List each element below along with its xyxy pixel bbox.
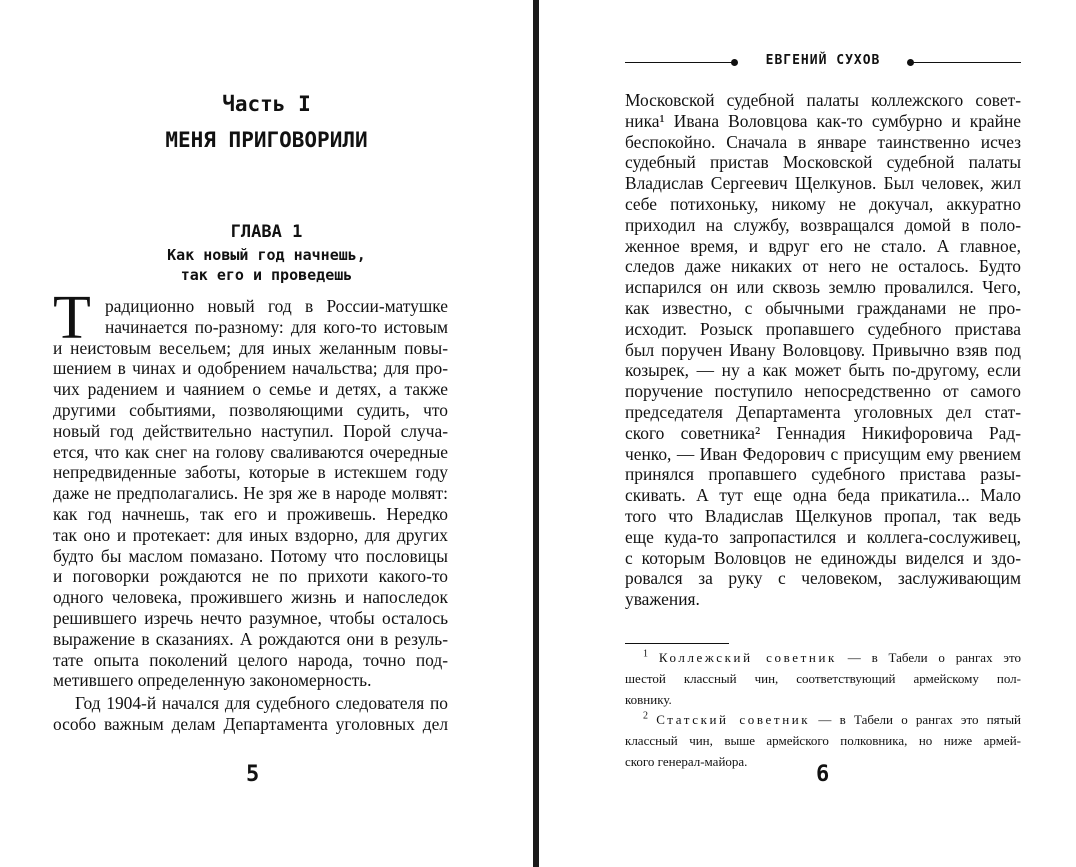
chapter-subtitle-line-1: Как новый год начнешь,	[167, 246, 366, 264]
body-line: уважения.	[625, 589, 700, 610]
body-line: поручение поступило непосредственно от самого	[625, 381, 1021, 402]
footnote-line: шестой классный чин, соответствующий армейскому пол-	[625, 670, 1021, 686]
body-line: будто бы маслом помазано. Потому что пословицы	[53, 545, 448, 566]
body-line: ровался за руку с человеком, заслуживающим	[625, 568, 1021, 589]
body-line: непредвиденные заботы, которые в истекшем году	[53, 462, 448, 483]
left-paragraph-1	[53, 338, 448, 692]
body-line: ника¹ Ивана Воловцова как-то сумбурно и крайне	[625, 110, 1021, 131]
body-line: того что Владислав Щелкунов пропал, так ведь	[625, 505, 1021, 526]
left-page	[0, 0, 533, 867]
body-line: как известно, с обычными гражданами не про-	[625, 297, 1021, 318]
body-line: выражение в сказаниях. А рождаются они в резуль-	[53, 628, 448, 649]
body-line: и неистовым весельем; для иных желанным повы-	[53, 337, 448, 358]
body-line: следов даже никаких от него не осталось. Будто	[625, 256, 1021, 277]
body-line: Московской судебной палаты коллежского совет-	[625, 90, 1021, 110]
footnote-first-line	[625, 712, 1021, 733]
part-label: Часть I	[222, 92, 311, 116]
footnote-term: Статский советник	[656, 712, 811, 728]
footnote-line: классный чин, выше армейского полковника, но ниже армей-	[625, 733, 1021, 749]
footnote-line: ковнику.	[625, 691, 672, 707]
footnote-text: — в Табели о рангах это пятый	[810, 712, 1022, 728]
body-line: одного человека, прожившего жизнь и напоследок	[53, 587, 448, 608]
right-page	[539, 0, 1076, 867]
body-line: ченко, — Иван Федорович с присущим ему рвением	[625, 443, 1021, 464]
body-line: скивать. А тут еще одна беда прикатила... Мало	[625, 485, 1021, 506]
body-line: даже не предполагались. Не зря же в народе молвят:	[53, 483, 448, 504]
body-line: исходит. Розыск пропавшего судебного пристава	[625, 318, 1021, 339]
footnote-term: Коллежский советник	[658, 650, 837, 665]
left-body-text	[53, 296, 448, 735]
body-line: решившего изречь нечто разумное, чтобы осталось	[53, 607, 448, 628]
page-number-left: 5	[246, 762, 260, 787]
body-line: тате опыта поколений целого народа, точно под-	[53, 649, 448, 670]
chapter-subtitle-line-2: так его и проведешь	[180, 266, 353, 284]
body-line: женное время, и вдруг его не стало. А главное,	[625, 235, 1021, 256]
body-line: метившего определенную закономерность.	[53, 670, 372, 691]
body-line: как год начнешь, так его и проживешь. Нередко	[53, 503, 448, 524]
body-line: ется, что как снег на голову сваливаются очередные	[53, 441, 448, 462]
body-line: особо важным делам Департамента уголовных дел	[53, 713, 448, 734]
footnote-text: — в Табели о рангах это	[836, 650, 1021, 665]
footnote-separator	[625, 643, 729, 644]
footnote-marker: 1	[643, 648, 648, 660]
running-header-title: ЕВГЕНИЙ СУХОВ	[765, 53, 881, 68]
body-line: чих радением и чаянием о семье и детях, а также	[53, 379, 448, 400]
footnote-marker: 2	[643, 711, 648, 723]
body-line: ского советника² Геннадия Никифоровича Рад-	[625, 422, 1021, 443]
body-line: и поговорки рождаются не по прихоти какого-то	[53, 566, 448, 587]
running-header	[625, 52, 1021, 72]
body-line: беспокойно. Сначала в январе таинственно исчез	[625, 131, 1021, 152]
body-line: так оно и протекает: для иных вздорно, для других	[53, 524, 448, 545]
body-line: приходил на службу, возвращался домой в поло-	[625, 214, 1021, 235]
body-line: председателя Департамента уголовных дел стат-	[625, 401, 1021, 422]
body-line: себе потихоньку, никому не докучал, аккуратно	[625, 193, 1021, 214]
right-body-text	[625, 90, 1021, 610]
body-line: еще куда-то запропастился и коллега-сослуживец,	[625, 526, 1021, 547]
header-rule-right	[913, 62, 1021, 63]
body-line: судебный пристав Московской судебной палаты	[625, 152, 1021, 173]
chapter-label: ГЛАВА 1	[230, 222, 303, 242]
footnote-first-line	[625, 650, 1021, 671]
footnote-line: ского генерал-майора.	[625, 753, 748, 769]
left-paragraph-2	[53, 693, 448, 735]
body-line: радиционно новый год в России-матушке	[105, 296, 448, 316]
body-line: другими событиями, позволяющими судить, что	[53, 399, 448, 420]
body-line: испарился он или сквозь землю провалился. Чего,	[625, 277, 1021, 298]
part-title: МЕНЯ ПРИГОВОРИЛИ	[165, 128, 368, 152]
body-line: принялся пропавшего судебного пристава разы-	[625, 464, 1021, 485]
body-line: козырек, — ну а как может быть по-другому, если	[625, 360, 1021, 381]
drop-cap: Т	[53, 284, 91, 352]
body-line: был поручен Ивану Воловцову. Привычно взяв под	[625, 339, 1021, 360]
body-line: с которым Воловцов не единожды виделся и здо-	[625, 547, 1021, 568]
page-number-right: 6	[816, 762, 830, 787]
body-line: начинается по-разному: для кого-то истовым	[105, 316, 448, 337]
body-line: новый год действительно наступил. Порой случа-	[53, 420, 448, 441]
body-line: Владислав Сергеевич Щелкунов. Был человек, жил	[625, 173, 1021, 194]
body-line: Год 1904-й начался для судебного следователя по	[75, 693, 448, 714]
footnotes	[625, 650, 1021, 775]
body-line: шением в чинах и одобрением начальства; для про-	[53, 358, 448, 379]
